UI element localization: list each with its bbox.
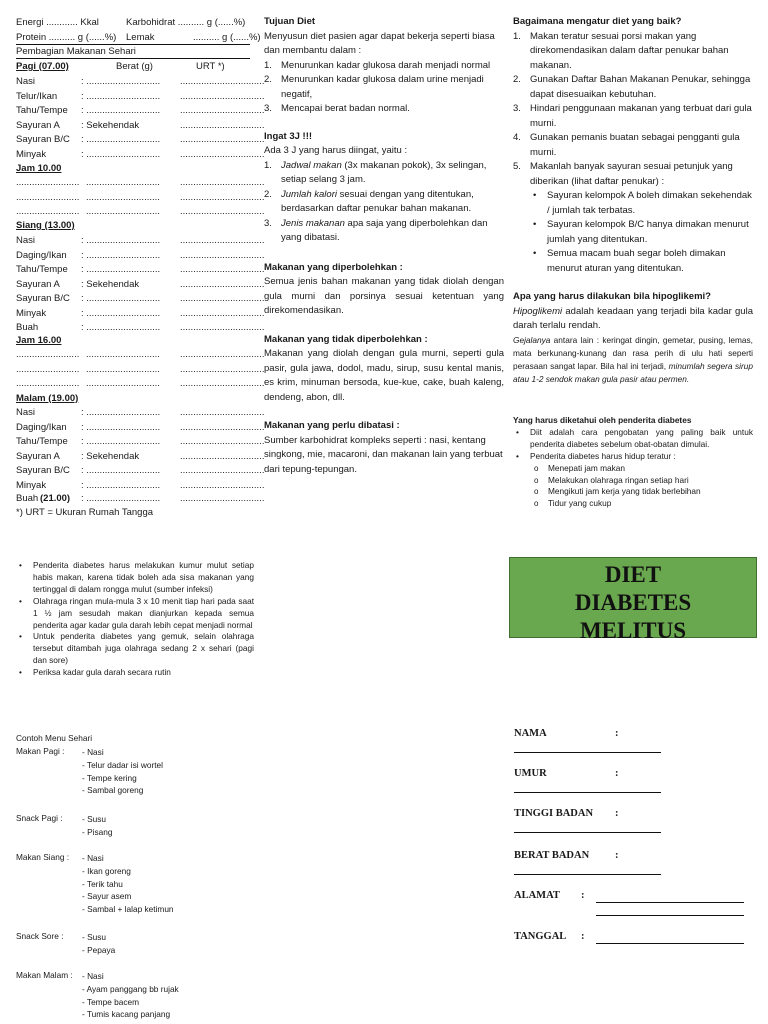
- food-name: Minyak: [16, 148, 47, 160]
- tips-section: [16, 560, 254, 679]
- list-item: 2. Jumlah kalori sesuai dengan yang ditentukan, berdasarkan daftar penukar bahan makanan.: [264, 188, 474, 214]
- weight-blank: : ............................: [81, 436, 161, 447]
- hypoglycemia-text: Hipoglikemi adalah keadaan yang terjadi bila kadar gula darah terlalu rendah.: [513, 305, 753, 331]
- list-item: • Olahraga ringan mula-mula 3 x 10 menit tiap hari pada saat 1 ½ jam sesudah makan dianjurkan kepada semua penderita agar kadar gula darah lebih cepat menjadi normal: [16, 596, 254, 632]
- remember-3j-title: Ingat 3J !!!: [264, 130, 313, 142]
- tips-list: [16, 560, 254, 679]
- diet-guide-list: [513, 30, 753, 277]
- blank-line: ............................: [86, 349, 160, 360]
- urt-blank: ................................: [180, 264, 265, 275]
- blank-line: ................................: [180, 177, 265, 188]
- menu-item: - Sambal + lalap ketimun: [82, 904, 174, 915]
- food-name: Nasi: [16, 76, 36, 87]
- field-input-line[interactable]: [596, 902, 744, 903]
- urt-blank: ................................: [180, 76, 265, 87]
- food-name: Sayuran B/C: [16, 465, 70, 476]
- food-name: Sayuran A: [16, 119, 60, 131]
- symptoms-text: Gejalanya antara lain : keringat dingin, gemetar, pusing, lemas, mata berkunang-kunang dan rasa perih di ulu hati seperti perasaan sangat lapar. Bila hal ini terjadi, minumlah segera sirup atau 1-2 sendok makan gula pasir atau permen.: [513, 334, 753, 385]
- urt-blank: ................................: [180, 249, 265, 261]
- menu-item: - Nasi: [82, 747, 104, 757]
- blank-line: ................................: [180, 363, 265, 375]
- field-label: NAMA: [514, 728, 547, 739]
- field-colon: :: [615, 808, 619, 819]
- weight-blank: : ............................: [81, 90, 161, 102]
- list-item: o Melakukan olahraga ringan setiap hari: [530, 475, 753, 487]
- blank-line: ............................: [86, 378, 160, 389]
- menu-item: - Telur dadar isi wortel: [82, 759, 164, 770]
- blank-line: ............................: [86, 363, 160, 375]
- blank-line: ............................: [86, 177, 160, 188]
- weight-value: : Sekehendak: [81, 450, 140, 462]
- list-item: • Sayuran kelompok A boleh dimakan sekehendak / jumlah tak terbatas.: [530, 189, 753, 218]
- menu-meal-label: Snack Pagi :: [16, 813, 63, 823]
- cover-title-line: MELITUS: [579, 618, 687, 643]
- food-name: Tahu/Tempe: [16, 436, 68, 447]
- urt-blank: ................................: [180, 90, 265, 102]
- weight-blank: : ............................: [81, 493, 161, 504]
- list-item: 1. Makan teratur sesuai porsi makan yang direkomendasikan dalam daftar penukar bahan makanan.: [513, 30, 729, 71]
- weight-blank: : ............................: [81, 76, 161, 87]
- blank-line: ........................: [16, 177, 80, 188]
- menu-item: - Susu: [82, 932, 106, 942]
- list-item: • Sayuran kelompok B/C hanya dimakan menurut jumlah yang ditentukan.: [530, 218, 753, 247]
- food-name: Telur/Ikan: [16, 90, 58, 102]
- menu-item: - Ayam panggang bb rujak: [82, 983, 179, 994]
- urt-blank: ................................: [180, 293, 265, 304]
- blank-line: ................................: [180, 378, 265, 389]
- blank-line: ........................: [16, 206, 80, 217]
- menu-meal-items: [82, 813, 112, 839]
- weight-blank: : ............................: [81, 465, 161, 476]
- food-name: Tahu/Tempe: [16, 105, 68, 116]
- food-name: Minyak: [16, 479, 47, 491]
- field-input-line[interactable]: [596, 943, 744, 944]
- diet-goals-list: [264, 59, 504, 117]
- protein-label: Protein .......... g (......%): [16, 32, 117, 43]
- limited-foods-title: Makanan yang perlu dibatasi :: [264, 420, 400, 431]
- lunch-heading: Siang (13.00): [16, 220, 75, 231]
- blank-line: ................................: [180, 206, 265, 217]
- food-name: Sayuran B/C: [16, 134, 70, 145]
- snack-16-heading: Jam 16.00: [16, 335, 62, 346]
- diet-guide-section: [513, 15, 753, 387]
- blank-line: ........................: [16, 191, 80, 203]
- field-label: TINGGI BADAN: [514, 808, 594, 819]
- menu-item: - Ikan goreng: [82, 865, 131, 876]
- list-item: • Diit adalah cara pengobatan yang paling baik untuk penderita diabetes sebelum obat-obatan dimulai.: [513, 427, 753, 451]
- regular-life-sublist: [530, 463, 753, 511]
- remember-3j-list: [264, 159, 504, 246]
- blank-line: ............................: [86, 191, 160, 203]
- urt-blank: ................................: [180, 235, 265, 246]
- menu-item: - Tempe kering: [82, 772, 137, 783]
- urt-blank: ................................: [180, 105, 265, 116]
- food-name: Minyak: [16, 307, 47, 319]
- weight-blank: : ............................: [81, 249, 161, 261]
- list-item: • Semua macam buah segar boleh dimakan menurut aturan yang ditentukan.: [530, 247, 753, 276]
- urt-blank: ................................: [180, 436, 265, 447]
- forbidden-foods-title: Makanan yang tidak diperbolehkan :: [264, 333, 428, 345]
- urt-blank: ................................: [180, 407, 265, 418]
- food-name: Sayuran A: [16, 450, 60, 462]
- field-colon: :: [581, 890, 585, 901]
- list-item: 3. Mencapai berat badan normal.: [264, 103, 410, 114]
- menu-item: - Nasi: [82, 853, 104, 863]
- weight-blank: : ............................: [81, 293, 161, 304]
- forbidden-foods-text: Makanan yang diolah dengan gula murni, seperti gula pasir, gula jawa, dodol, madu, sirup, susu kental manis, es krim, minuman bersoda, kue-kue, cake, buah kaleng, dendeng, abon, dll.: [264, 348, 504, 403]
- must-know-section: [513, 415, 753, 510]
- weight-blank: : ............................: [81, 307, 161, 319]
- list-item: • Untuk penderita diabetes yang gemuk, selain olahraga tersebut ditambah juga olahraga sedang 2 x sehari (pagi dan sore): [16, 631, 254, 667]
- food-name: Buah: [16, 322, 39, 333]
- urt-blank: ................................: [180, 421, 265, 433]
- cover-title-box: [509, 557, 757, 643]
- field-label: BERAT BADAN: [514, 850, 590, 861]
- field-input-line[interactable]: [514, 752, 661, 753]
- hypoglycemia-title: Apa yang harus dilakukan bila hipoglikemi?: [513, 291, 711, 302]
- menu-item: - Terik tahu: [82, 878, 123, 889]
- field-input-line[interactable]: [514, 832, 661, 833]
- food-name: Sayuran A: [16, 278, 60, 290]
- food-name: Sayuran B/C: [16, 293, 70, 304]
- diet-guide-title: Bagaimana mengatur diet yang baik?: [513, 16, 682, 27]
- carbohydrate-label: Karbohidrat .......... g (......%): [126, 17, 246, 28]
- field-label: ALAMAT: [514, 890, 560, 901]
- menu-item: - Pisang: [82, 826, 113, 837]
- menu-item: - Sayur asem: [82, 891, 132, 902]
- weight-blank: : ............................: [81, 105, 161, 116]
- urt-blank: ................................: [180, 307, 265, 319]
- weight-value: : Sekehendak: [81, 119, 140, 131]
- urt-blank: ................................: [180, 148, 265, 160]
- weight-blank: : ............................: [81, 264, 161, 275]
- remember-3j-intro: Ada 3 J yang harus diingat, yaitu :: [264, 145, 408, 156]
- urt-blank: ................................: [180, 278, 265, 290]
- energy-label: Energi ............ Kkal: [16, 17, 99, 28]
- urt-blank: ................................: [180, 322, 265, 333]
- list-item: • Periksa kadar gula darah secara rutin: [16, 667, 254, 679]
- urt-blank: ................................: [180, 134, 265, 145]
- list-item: 3. Hindari penggunaan makanan yang terbuat dari gula murni.: [513, 103, 752, 129]
- field-colon: :: [615, 728, 619, 739]
- weight-blank: : ............................: [81, 148, 161, 160]
- list-item: 2. Menurunkan kadar glukosa dalam urine menjadi negatif,: [264, 74, 484, 100]
- fruit-21-time: (21.00): [40, 493, 71, 504]
- sample-menu-title: Contoh Menu Sehari: [16, 733, 93, 743]
- limited-foods-text: Sumber karbohidrat kompleks seperti : nasi, kentang singkong, mie, macaroni, dan makanan lain yang terbuat dari tepung-tepungan.: [264, 434, 503, 475]
- menu-item: - Sambal goreng: [82, 785, 144, 796]
- menu-item: - Tumis kacang panjang: [82, 1009, 171, 1020]
- must-know-list: [513, 427, 753, 510]
- food-name: Daging/Ikan: [16, 421, 67, 433]
- list-item: o Tidur yang cukup: [530, 498, 753, 510]
- allowed-foods-title: Makanan yang diperbolehkan :: [264, 261, 403, 273]
- field-input-line[interactable]: [596, 915, 744, 916]
- field-colon: :: [615, 850, 619, 861]
- menu-meal-items: [82, 931, 115, 957]
- urt-blank: ................................: [180, 493, 265, 504]
- menu-meal-items: [82, 852, 174, 916]
- urt-blank: ................................: [180, 119, 265, 131]
- cover-title-line: DIET: [604, 562, 662, 587]
- weight-blank: : ............................: [81, 235, 161, 246]
- weight-blank: : ............................: [81, 479, 161, 491]
- fat-value: .......... g (......%): [193, 32, 261, 43]
- field-label: TANGGAL: [514, 931, 567, 942]
- list-item: 5. Makanlah banyak sayuran sesuai petunjuk yang diberikan (lihat daftar penukar) : • Sayuran kelompok A boleh dimakan sekehendak / jumlah tak terbatas. • Sayuran kelompok B/C hanya dimakan menurut jumlah yang ditentukan. • Semua macam buah segar boleh dimakan menurut aturan yang ditentukan.: [513, 160, 753, 276]
- diet-goals-intro: Menyusun diet pasien agar dapat bekerja seperti biasa dan membantu dalam :: [264, 30, 495, 56]
- list-item: • Penderita diabetes harus melakukan kumur mulut setiap habis makan, karena tidak boleh ada sisa makanan yang tertinggal di dalam rongga mulut (sumber infeksi): [16, 560, 254, 596]
- fat-label: Lemak: [126, 32, 155, 43]
- menu-item: - Tempe bacem: [82, 996, 140, 1007]
- menu-item: - Susu: [82, 814, 106, 824]
- urt-footnote: *) URT = Ukuran Rumah Tangga: [16, 507, 154, 518]
- must-know-title: Yang harus diketahui oleh penderita diabetes: [513, 415, 692, 425]
- menu-meal-label: Makan Malam :: [16, 970, 73, 980]
- menu-item: - Nasi: [82, 971, 104, 981]
- daily-division-heading: Pembagian Makanan Sehari: [16, 46, 136, 57]
- list-item: • Penderita diabetes harus hidup teratur : o Menepati jam makan o Melakukan olahraga ringan setiap hari o Mengikuti jam kerja yang tidak berlebihan o Tidur yang cukup: [513, 451, 753, 511]
- blank-line: ................................: [180, 191, 265, 203]
- menu-meal-items: [82, 970, 179, 1021]
- weight-column-header: Berat (g): [116, 61, 153, 72]
- field-colon: :: [615, 768, 619, 779]
- field-input-line[interactable]: [514, 792, 661, 793]
- blank-line: ........................: [16, 363, 80, 375]
- weight-blank: : ............................: [81, 421, 161, 433]
- weight-value: : Sekehendak: [81, 278, 140, 290]
- weight-blank: : ............................: [81, 134, 161, 145]
- food-name: Tahu/Tempe: [16, 264, 68, 275]
- urt-blank: ................................: [180, 465, 265, 476]
- list-item: 4. Gunakan pemanis buatan sebagai pengganti gula murni.: [513, 132, 740, 158]
- allowed-foods-text: Semua jenis bahan makanan yang tidak diolah dengan gula murni dan porsinya sesuai ketentuan yang direkomendasikan.: [264, 276, 504, 316]
- field-colon: :: [581, 931, 585, 942]
- list-item: 3. Jenis makanan apa saja yang diperbolehkan dan yang dibatasi.: [264, 217, 488, 243]
- food-name: Buah: [16, 493, 39, 504]
- food-name: Daging/Ikan: [16, 249, 67, 261]
- urt-blank: ................................: [180, 479, 265, 491]
- weight-blank: : ............................: [81, 322, 161, 333]
- weight-blank: : ............................: [81, 407, 161, 418]
- field-label: UMUR: [514, 768, 547, 779]
- list-item: 2. Gunakan Daftar Bahan Makanan Penukar, sehingga dapat disesuaikan kebutuhan.: [513, 74, 751, 100]
- blank-line: ........................: [16, 378, 80, 389]
- urt-blank: ................................: [180, 450, 265, 462]
- urt-column-header: URT *): [196, 61, 225, 72]
- list-item: 1. Jadwal makan (3x makanan pokok), 3x selingan, setiap selang 3 jam.: [264, 159, 487, 185]
- list-item: 1. Menurunkan kadar glukosa darah menjadi normal: [264, 59, 491, 71]
- list-item: o Mengikuti jam kerja yang tidak berlebihan: [530, 486, 753, 498]
- diet-goals-title: Tujuan Diet: [264, 16, 316, 27]
- diet-goals-section: [264, 15, 504, 477]
- menu-meal-label: Snack Sore :: [16, 931, 64, 941]
- blank-line: ............................: [86, 206, 160, 217]
- vegetable-sublist: [530, 189, 753, 276]
- food-name: Nasi: [16, 407, 36, 418]
- list-item: o Menepati jam makan: [530, 463, 753, 475]
- snack-10-heading: Jam 10.00: [16, 163, 62, 174]
- menu-meal-label: Makan Siang :: [16, 852, 70, 862]
- menu-meal-items: [82, 746, 163, 797]
- cover-title-line: DIABETES: [574, 590, 692, 615]
- menu-meal-label: Makan Pagi :: [16, 746, 65, 756]
- field-input-line[interactable]: [514, 874, 661, 875]
- dinner-heading: Malam (19.00): [16, 393, 79, 404]
- menu-item: - Pepaya: [82, 944, 116, 955]
- food-name: Nasi: [16, 235, 36, 246]
- morning-heading: Pagi (07.00): [16, 61, 69, 72]
- blank-line: ........................: [16, 349, 80, 360]
- blank-line: ................................: [180, 349, 265, 360]
